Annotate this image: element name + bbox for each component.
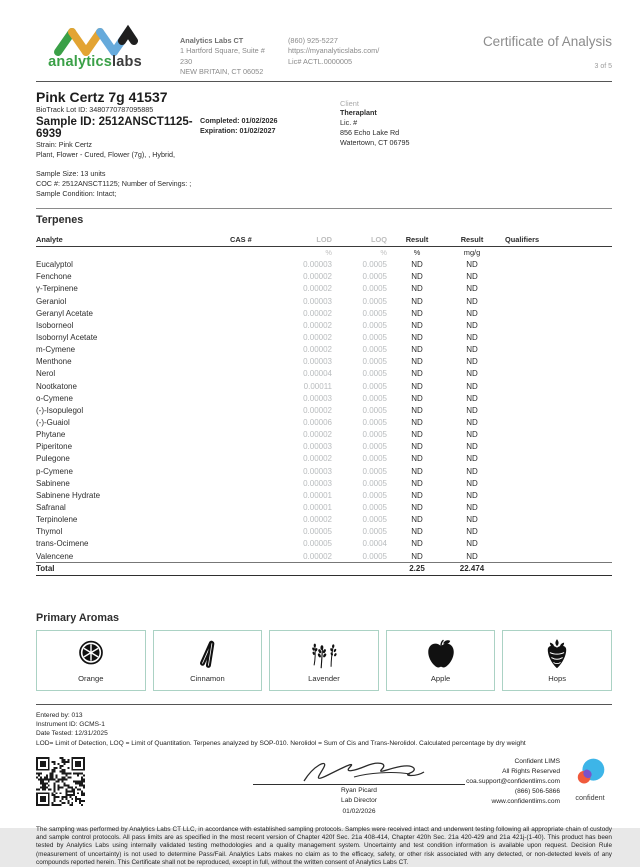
loq-cell: 0.0005 [362, 515, 387, 525]
loq-cell: 0.0005 [362, 272, 387, 282]
header [36, 26, 612, 78]
res2-cell: ND [466, 393, 478, 403]
loq-cell: 0.0005 [362, 551, 387, 561]
loq-cell: 0.0005 [362, 466, 387, 476]
aromas-section-title: Primary Aromas [36, 611, 120, 624]
sample-id: Sample ID: 2512ANSCT1125-6939 [36, 115, 193, 140]
doc-title: Certificate of Analysis [482, 34, 612, 49]
res1-cell: ND [411, 539, 423, 549]
res1-cell: ND [411, 466, 423, 476]
analyte-cell: Nootkatone [36, 381, 77, 391]
analyte-cell: Sabinene [36, 478, 70, 488]
aroma-box-orange [36, 630, 146, 691]
analyte-cell: (-)-Guaiol [36, 418, 70, 428]
lab-url-link[interactable]: https://myanalyticslabs.com/ [288, 46, 380, 56]
table-row [36, 441, 612, 453]
res1-cell: ND [411, 430, 423, 440]
loq-unit: % [380, 248, 387, 258]
loq-cell: 0.0005 [362, 418, 387, 428]
loq-cell: 0.0005 [362, 345, 387, 355]
res1-cell: ND [411, 478, 423, 488]
confident-circles-icon [573, 757, 607, 789]
res1-cell: ND [411, 454, 423, 464]
table-row [36, 283, 612, 295]
lab-phone: (860) 925-5227 [288, 36, 338, 45]
res2-cell: ND [466, 442, 478, 452]
table-row [36, 295, 612, 307]
loq-cell: 0.0005 [362, 369, 387, 379]
lims-site-link[interactable]: www.confidentlims.com [491, 797, 560, 805]
res2-cell: ND [466, 308, 478, 318]
res1-cell: ND [411, 551, 423, 561]
page-indicator: 3 of 5 [594, 63, 612, 70]
table-row [36, 368, 612, 380]
total-result-mgg: 22.474 [459, 564, 485, 574]
res2-cell: ND [466, 296, 478, 306]
res2-cell: ND [466, 478, 478, 488]
lod-cell: 0.00003 [303, 393, 332, 403]
loq-cell: 0.0005 [362, 381, 387, 391]
res1-cell: ND [411, 308, 423, 318]
lims-rights: All Rights Reserved [502, 767, 560, 775]
expiration-date: Expiration: 01/02/2027 [200, 126, 276, 136]
lod-cell: 0.00003 [303, 260, 332, 270]
lod-cell: 0.00001 [303, 490, 332, 500]
confident-wordmark: confident [575, 793, 605, 803]
lod-cell: 0.00003 [303, 466, 332, 476]
lod-cell: 0.00002 [303, 272, 332, 282]
res1-cell: ND [411, 345, 423, 355]
res1-cell: ND [411, 260, 423, 270]
lab-name: Analytics Labs CT [180, 36, 244, 45]
lod-cell: 0.00003 [303, 478, 332, 488]
res2-cell: ND [466, 272, 478, 282]
table-row [36, 416, 612, 428]
res1-cell: ND [411, 503, 423, 512]
table-row [36, 307, 612, 319]
entered-by: Entered by: 013 [36, 711, 83, 719]
loq-cell: 0.0005 [362, 454, 387, 464]
result-pct-unit: % [413, 248, 421, 258]
res2-cell: ND [466, 333, 478, 343]
analyte-cell: Geranyl Acetate [36, 308, 93, 318]
analyte-cell: Eucalyptol [36, 260, 73, 270]
table-row [36, 465, 612, 477]
table-row [36, 392, 612, 404]
total-label: Total [36, 564, 55, 574]
res2-cell: ND [466, 260, 478, 270]
confident-logo [568, 757, 612, 802]
logo-wordmark [36, 54, 154, 70]
lod-cell: 0.00004 [303, 369, 332, 379]
table-row [36, 514, 612, 526]
res1-cell: ND [411, 369, 423, 379]
analyte-cell: Fenchone [36, 272, 72, 282]
table-row [36, 538, 612, 550]
lims-text [466, 757, 560, 806]
aroma-label: Apple [430, 674, 451, 684]
analyte-cell: Geraniol [36, 296, 67, 306]
table-row [36, 550, 612, 562]
res1-cell: ND [411, 296, 423, 306]
matrix-description: Plant, Flower - Cured, Flower (7g), , Hybrid, [36, 149, 175, 159]
aroma-box-cinnamon [153, 630, 263, 691]
res1-cell: ND [411, 393, 423, 403]
res1-cell: ND [411, 515, 423, 525]
res2-cell: ND [466, 551, 478, 561]
res2-cell: ND [466, 454, 478, 464]
table-row [36, 526, 612, 538]
res1-cell: ND [411, 442, 423, 452]
loq-cell: 0.0005 [362, 333, 387, 343]
lims-phone: (866) 506-5866 [514, 787, 560, 795]
res2-cell: ND [466, 381, 478, 391]
aroma-box-lavender [269, 630, 379, 691]
client-address2: Watertown, CT 06795 [340, 138, 410, 148]
loq-cell: 0.0005 [362, 503, 387, 512]
lod-cell: 0.00002 [303, 405, 332, 415]
analyte-cell: γ-Terpinene [36, 284, 78, 294]
analyte-cell: Piperitone [36, 442, 73, 452]
sample-size: Sample Size: 13 units [36, 168, 106, 178]
analyte-cell: Pulegone [36, 454, 70, 464]
loq-cell: 0.0005 [362, 308, 387, 318]
res2-cell: ND [466, 539, 478, 549]
res2-cell: ND [466, 345, 478, 355]
res1-cell: ND [411, 272, 423, 282]
aroma-box-apple [386, 630, 496, 691]
coc-number: COC #: 2512ANSCT1125; Number of Servings: ; Sample Condition: Intact; [36, 178, 192, 198]
res1-cell: ND [411, 381, 423, 391]
sample-left-column [36, 89, 200, 199]
res1-cell: ND [411, 320, 423, 330]
column-header-lod: LOD [316, 234, 332, 244]
date-tested: Date Tested: 12/31/2025 [36, 730, 108, 738]
signature-block [253, 757, 465, 816]
sample-divider [36, 208, 612, 209]
analyte-cell: p-Cymene [36, 466, 73, 476]
total-result-pct: 2.25 [409, 564, 425, 574]
loq-cell: 0.0005 [362, 284, 387, 294]
analytics-labs-logo [36, 26, 154, 70]
lab-address-line2: NEW BRITAIN, CT 06052 [180, 67, 264, 77]
client-license: Lic. # [340, 118, 358, 128]
column-header-cas: CAS # [230, 234, 252, 244]
aroma-label: Lavender [308, 674, 340, 684]
loq-cell: 0.0005 [362, 393, 387, 403]
table-row [36, 404, 612, 416]
analyte-cell: Terpinolene [36, 515, 78, 525]
lod-cell: 0.00002 [303, 320, 332, 330]
analyte-cell: o-Cymene [36, 393, 73, 403]
lims-name: Confident LIMS [514, 758, 560, 766]
table-row [36, 380, 612, 392]
lod-cell: 0.00002 [303, 454, 332, 464]
analyte-cell: Isoborneol [36, 320, 74, 330]
column-header-result-mgg: Result [460, 234, 484, 244]
lod-cell: 0.00003 [303, 357, 332, 367]
apple-icon [424, 637, 458, 671]
biotrack-lot-id: BioTrack Lot ID: 3480770787095885 [36, 105, 154, 114]
instrument-id: Instrument ID: GCMS-1 [36, 721, 105, 728]
loq-cell: 0.0005 [362, 442, 387, 452]
client-block [340, 89, 612, 199]
lab-address-line1: 1 Hartford Square, Suite # 230 [180, 46, 265, 66]
lavender-sprigs-icon [307, 637, 341, 671]
loq-cell: 0.0005 [362, 478, 387, 488]
footer-meta [36, 711, 612, 748]
analyte-cell: (-)-Isopulegol [36, 405, 84, 415]
lod-cell: 0.00002 [303, 551, 332, 561]
table-header-row [36, 235, 612, 247]
table-row [36, 429, 612, 441]
table-row [36, 259, 612, 271]
completed-date: Completed: 01/02/2026 [200, 116, 278, 125]
loq-cell: 0.0005 [362, 357, 387, 367]
header-divider [36, 81, 612, 82]
res2-cell: ND [466, 320, 478, 330]
sample-info [36, 89, 612, 199]
column-header-result-pct: Result [405, 234, 429, 244]
result-mgg-unit: mg/g [463, 248, 481, 258]
loq-cell: 0.0005 [362, 527, 387, 537]
signer-name: Ryan Picard [341, 787, 377, 795]
aroma-row [36, 630, 612, 691]
lims-email-link[interactable]: coa.support@confidentlims.com [466, 777, 560, 785]
res1-cell: ND [411, 527, 423, 537]
aromas-divider [36, 704, 612, 705]
lod-cell: 0.00006 [303, 418, 332, 428]
column-header-analyte: Analyte [36, 234, 63, 244]
res2-cell: ND [466, 284, 478, 294]
res2-cell: ND [466, 405, 478, 415]
aroma-box-hops [502, 630, 612, 691]
lod-cell: 0.00002 [303, 345, 332, 355]
signer-date: 01/02/2026 [342, 807, 376, 815]
lab-license: Lic# ACTL.0000005 [288, 56, 353, 66]
lod-cell: 0.00003 [303, 296, 332, 306]
signer-title: Lab Director [341, 797, 377, 805]
loq-cell: 0.0005 [362, 405, 387, 415]
table-row [36, 453, 612, 465]
lod-cell: 0.00005 [303, 527, 332, 537]
res1-cell: ND [411, 490, 423, 500]
res2-cell: ND [466, 527, 478, 537]
res1-cell: ND [411, 357, 423, 367]
sample-dates-column [200, 89, 340, 199]
lod-cell: 0.00011 [303, 381, 332, 391]
lod-cell: 0.00001 [303, 503, 332, 512]
column-header-loq: LOQ [370, 234, 387, 244]
table-row [36, 501, 612, 513]
analyte-cell: Safranal [36, 503, 66, 512]
footer-bottom-row [36, 757, 612, 816]
loq-cell: 0.0005 [362, 296, 387, 306]
lod-cell: 0.00005 [303, 539, 332, 549]
column-header-qualifiers: Qualifiers [505, 234, 540, 244]
res1-cell: ND [411, 284, 423, 294]
doc-title-block [483, 26, 612, 70]
res2-cell: ND [466, 357, 478, 367]
aroma-label: Cinnamon [190, 674, 225, 684]
analyte-cell: Phytane [36, 430, 66, 440]
qr-code [36, 757, 85, 806]
logo-word-analytics: analytics [48, 54, 113, 70]
terpenes-table-body [36, 259, 612, 563]
client-label: Client [340, 99, 359, 108]
analyte-cell: Thymol [36, 527, 63, 537]
client-address1: 856 Echo Lake Rd [340, 128, 400, 138]
table-row [36, 477, 612, 489]
logo-zigzag-icon [52, 26, 138, 56]
res2-cell: ND [466, 466, 478, 476]
table-row [36, 331, 612, 343]
analyte-cell: m-Cymene [36, 345, 76, 355]
total-row [36, 562, 612, 576]
disclaimer-text: The sampling was performed by Analytics Labs CT LLC, in accordance with established sampling protocols. Samples were received intact and underwent testing following all appropriate chain of custody and sample control protocols. All pass limits are as specified in the most recent version of Chapter 420f Sec. 21a 408-414, Chapter 420h Sec. 21a 420-429 and 21a 421j-(1-40). This product has been tested by Analytics Labs using internally validated testing methodologies and a quality management system. Uncertainty and test condition information is available upon request. Decision Rule (measurement of uncertainty) is not used to determine Pass/Fail. Analytics Labs makes no claim as to the efficacy, safety, or other risk associated with any detected, or non-detected levels of any compounds reported herein. This Certificate shall not be reproduced, except in full, without the written consent of Analytics Labs CT. [36, 825, 612, 867]
table-row [36, 489, 612, 501]
lims-block [466, 757, 612, 806]
signature-line [253, 784, 465, 785]
loq-cell: 0.0005 [362, 320, 387, 330]
res2-cell: ND [466, 418, 478, 428]
analyte-cell: trans-Ocimene [36, 539, 89, 549]
analyte-cell: Valencene [36, 551, 74, 561]
terpenes-section-title: Terpenes [36, 213, 84, 226]
lod-cell: 0.00003 [303, 442, 332, 452]
lod-unit: % [325, 248, 332, 258]
loq-cell: 0.0005 [362, 430, 387, 440]
definitions-note: LOD= Limit of Detection, LOQ = Limit of Quantitation. Terpenes analyzed by SOP-010. Nerolidol = Sum of Cis and Trans-Nerolidol. Calculated percentage by dry weight [36, 739, 526, 747]
table-row [36, 271, 612, 283]
res2-cell: ND [466, 515, 478, 525]
loq-cell: 0.0004 [362, 539, 387, 549]
lab-address-block [180, 36, 276, 77]
logo-word-labs: labs [112, 54, 142, 70]
lod-cell: 0.00002 [303, 284, 332, 294]
lod-cell: 0.00002 [303, 333, 332, 343]
res2-cell: ND [466, 503, 478, 512]
units-row [36, 247, 612, 259]
analyte-cell: Menthone [36, 357, 72, 367]
analyte-cell: Isobornyl Acetate [36, 333, 98, 343]
aroma-label: Hops [548, 674, 567, 684]
table-row [36, 356, 612, 368]
loq-cell: 0.0005 [362, 260, 387, 270]
res1-cell: ND [411, 333, 423, 343]
res2-cell: ND [466, 490, 478, 500]
hops-cone-icon [540, 637, 574, 671]
res1-cell: ND [411, 418, 423, 428]
res2-cell: ND [466, 430, 478, 440]
signature-icon [284, 757, 434, 787]
analyte-cell: Sabinene Hydrate [36, 490, 101, 500]
res2-cell: ND [466, 369, 478, 379]
strain: Strain: Pink Certz [36, 139, 92, 149]
sample-title: Pink Certz 7g 41537 [36, 89, 168, 105]
lod-cell: 0.00002 [303, 430, 332, 440]
analyte-cell: Nerol [36, 369, 56, 379]
res1-cell: ND [411, 405, 423, 415]
aroma-label: Orange [78, 674, 104, 684]
table-row [36, 319, 612, 331]
lod-cell: 0.00002 [303, 515, 332, 525]
cinnamon-sticks-icon [190, 637, 224, 671]
client-name: Theraplant [340, 108, 377, 117]
orange-slice-icon [74, 637, 108, 671]
loq-cell: 0.0005 [362, 490, 387, 500]
table-row [36, 344, 612, 356]
lab-contact-block [288, 36, 388, 67]
lod-cell: 0.00002 [303, 308, 332, 318]
